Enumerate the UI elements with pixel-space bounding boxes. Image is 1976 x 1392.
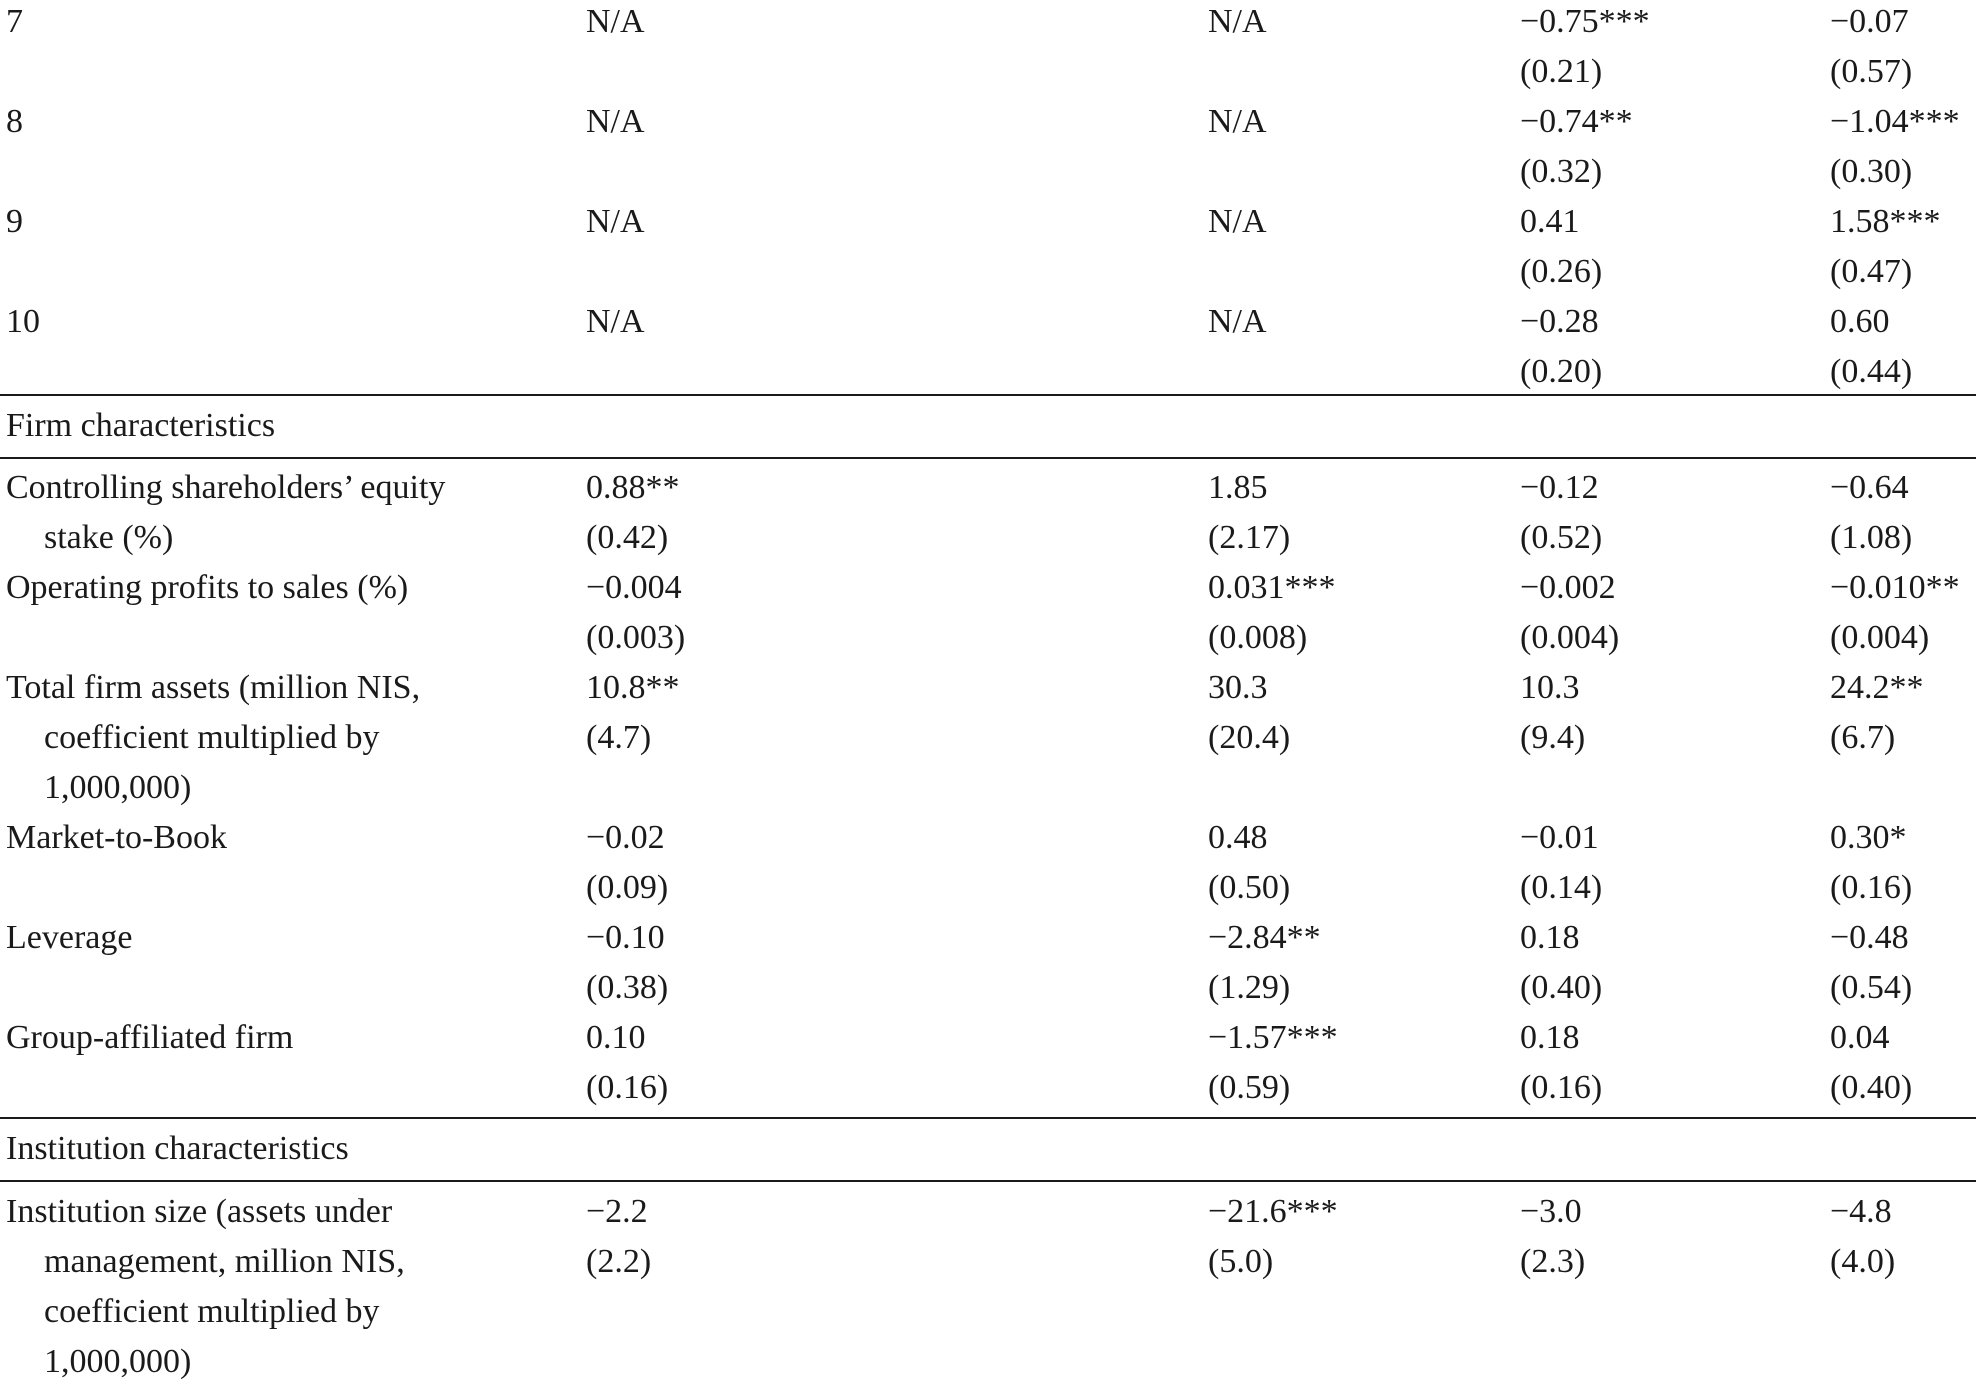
- standard-error: (0.16): [1830, 869, 1913, 906]
- cell-value: 0.30*: [1830, 819, 1907, 856]
- cell-value: −0.02: [586, 819, 665, 856]
- cell-value: 0.18: [1520, 919, 1580, 956]
- row-label: 7: [6, 3, 23, 40]
- standard-error: (0.47): [1830, 253, 1913, 290]
- cell-value: 0.48: [1208, 819, 1268, 856]
- cell-value: 0.60: [1830, 303, 1890, 340]
- row-label: 9: [6, 203, 23, 240]
- standard-error: (0.008): [1208, 619, 1308, 656]
- standard-error: (20.4): [1208, 719, 1291, 756]
- standard-error: (5.0): [1208, 1243, 1274, 1280]
- standard-error: (0.004): [1830, 619, 1930, 656]
- row-label-continued: management, million NIS,: [44, 1243, 405, 1280]
- standard-error: (1.29): [1208, 969, 1291, 1006]
- row-label: Market-to-Book: [6, 819, 227, 856]
- cell-value: 1.85: [1208, 469, 1268, 506]
- cell-value: −0.07: [1830, 3, 1909, 40]
- standard-error: (0.40): [1520, 969, 1603, 1006]
- cell-value: −0.002: [1520, 569, 1616, 606]
- cell-value: −0.12: [1520, 469, 1599, 506]
- cell-value: N/A: [586, 103, 645, 140]
- standard-error: (0.09): [586, 869, 669, 906]
- cell-value: −2.84**: [1208, 919, 1321, 956]
- standard-error: (0.16): [586, 1069, 669, 1106]
- cell-value: −1.04***: [1830, 103, 1960, 140]
- standard-error: (0.14): [1520, 869, 1603, 906]
- row-label: Institution size (assets under: [6, 1193, 393, 1230]
- cell-value: 30.3: [1208, 669, 1268, 706]
- cell-value: 10.8**: [586, 669, 680, 706]
- row-label-continued: 1,000,000): [44, 1343, 192, 1380]
- section-heading-firm: Firm characteristics: [6, 407, 276, 444]
- cell-value: N/A: [586, 303, 645, 340]
- cell-value: −0.48: [1830, 919, 1909, 956]
- row-label: Group-affiliated firm: [6, 1019, 294, 1056]
- table-rule: [0, 1180, 1976, 1182]
- standard-error: (0.32): [1520, 153, 1603, 190]
- cell-value: −0.004: [586, 569, 682, 606]
- row-label-continued: stake (%): [44, 519, 174, 556]
- standard-error: (2.3): [1520, 1243, 1586, 1280]
- cell-value: 10.3: [1520, 669, 1580, 706]
- standard-error: (0.59): [1208, 1069, 1291, 1106]
- standard-error: (0.44): [1830, 353, 1913, 390]
- standard-error: (0.54): [1830, 969, 1913, 1006]
- standard-error: (0.26): [1520, 253, 1603, 290]
- standard-error: (0.42): [586, 519, 669, 556]
- cell-value: N/A: [1208, 3, 1267, 40]
- row-label: Leverage: [6, 919, 133, 956]
- row-label-continued: coefficient multiplied by: [44, 1293, 380, 1330]
- cell-value: 0.10: [586, 1019, 646, 1056]
- standard-error: (1.08): [1830, 519, 1913, 556]
- cell-value: 0.031***: [1208, 569, 1336, 606]
- cell-value: −0.01: [1520, 819, 1599, 856]
- standard-error: (2.17): [1208, 519, 1291, 556]
- cell-value: 24.2**: [1830, 669, 1924, 706]
- standard-error: (0.38): [586, 969, 669, 1006]
- row-label-continued: 1,000,000): [44, 769, 192, 806]
- standard-error: (0.30): [1830, 153, 1913, 190]
- cell-value: −3.0: [1520, 1193, 1582, 1230]
- standard-error: (0.50): [1208, 869, 1291, 906]
- cell-value: 1.58***: [1830, 203, 1941, 240]
- standard-error: (0.21): [1520, 53, 1603, 90]
- standard-error: (9.4): [1520, 719, 1586, 756]
- cell-value: −0.64: [1830, 469, 1909, 506]
- standard-error: (0.003): [586, 619, 686, 656]
- standard-error: (0.40): [1830, 1069, 1913, 1106]
- table-rule: [0, 1117, 1976, 1119]
- cell-value: N/A: [586, 203, 645, 240]
- standard-error: (0.20): [1520, 353, 1603, 390]
- row-label: Operating profits to sales (%): [6, 569, 409, 606]
- standard-error: (6.7): [1830, 719, 1896, 756]
- cell-value: −0.10: [586, 919, 665, 956]
- cell-value: N/A: [586, 3, 645, 40]
- standard-error: (4.0): [1830, 1243, 1896, 1280]
- cell-value: −2.2: [586, 1193, 648, 1230]
- row-label: 10: [6, 303, 40, 340]
- cell-value: 0.41: [1520, 203, 1580, 240]
- standard-error: (0.16): [1520, 1069, 1603, 1106]
- cell-value: 0.88**: [586, 469, 680, 506]
- table-rule: [0, 394, 1976, 396]
- row-label-continued: coefficient multiplied by: [44, 719, 380, 756]
- cell-value: N/A: [1208, 103, 1267, 140]
- cell-value: −0.010**: [1830, 569, 1960, 606]
- row-label: 8: [6, 103, 23, 140]
- standard-error: (0.57): [1830, 53, 1913, 90]
- cell-value: −4.8: [1830, 1193, 1892, 1230]
- standard-error: (4.7): [586, 719, 652, 756]
- cell-value: 0.18: [1520, 1019, 1580, 1056]
- standard-error: (0.004): [1520, 619, 1620, 656]
- cell-value: 0.04: [1830, 1019, 1890, 1056]
- cell-value: −0.74**: [1520, 103, 1633, 140]
- section-heading-institution: Institution characteristics: [6, 1130, 349, 1167]
- cell-value: N/A: [1208, 203, 1267, 240]
- cell-value: N/A: [1208, 303, 1267, 340]
- cell-value: −0.75***: [1520, 3, 1650, 40]
- cell-value: −0.28: [1520, 303, 1599, 340]
- row-label: Controlling shareholders’ equity: [6, 469, 446, 506]
- cell-value: −21.6***: [1208, 1193, 1338, 1230]
- row-label: Total firm assets (million NIS,: [6, 669, 421, 706]
- standard-error: (0.52): [1520, 519, 1603, 556]
- cell-value: −1.57***: [1208, 1019, 1338, 1056]
- standard-error: (2.2): [586, 1243, 652, 1280]
- table-rule: [0, 457, 1976, 459]
